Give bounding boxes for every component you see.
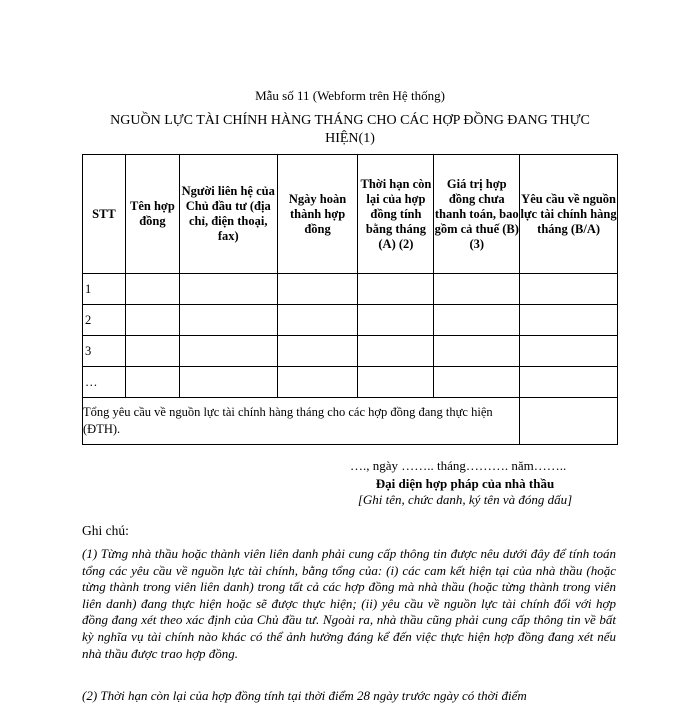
date-line: …., ngày …….. tháng………. năm…….. [350, 458, 567, 473]
table-cell [125, 274, 179, 305]
table-row [83, 274, 618, 305]
table-cell [125, 336, 179, 367]
table-cell [358, 274, 434, 305]
row-number: 3 [83, 336, 126, 367]
table-cell [179, 367, 277, 398]
table-cell [434, 336, 520, 367]
row-number: … [83, 367, 126, 398]
table-cell [179, 274, 277, 305]
note-2: (2) Thời hạn còn lại của hợp đồng tính tại thời điểm 28 ngày trước ngày có thời điểm [82, 688, 527, 703]
table-cell [520, 336, 618, 367]
signature-instruction: [Ghi tên, chức danh, ký tên và đóng dấu] [357, 492, 573, 507]
column-header-contract-name: Tên hợp đồng [125, 155, 179, 274]
column-header-unpaid-value: Giá trị hợp đồng chưa thanh toán, bao gồm cả thuế (B)(3) [434, 155, 520, 274]
page-title: NGUỒN LỰC TÀI CHÍNH HÀNG THÁNG CHO CÁC HỢP ĐỒNG ĐANG THỰC HIỆN(1) [110, 113, 590, 146]
table-cell [358, 367, 434, 398]
table-cell [520, 367, 618, 398]
column-header-stt: STT [83, 155, 126, 274]
table-cell [125, 367, 179, 398]
table-cell [179, 336, 277, 367]
table-cell [520, 305, 618, 336]
representative-title: Đại diện hợp pháp của nhà thầu [375, 476, 555, 491]
table-cell [277, 305, 358, 336]
table-cell [179, 305, 277, 336]
notes-label: Ghi chú: [82, 523, 129, 538]
form-number: Mẫu số 11 (Webform trên Hệ thống) [255, 88, 445, 103]
table-cell [277, 367, 358, 398]
note-1: (1) Từng nhà thầu hoặc thành viên liên danh phải cung cấp thông tin được nêu dưới đây để tính toán tổng các yêu cầu về nguồn lực tài chính, bằng tổng của: (i) các cam kết hiện tại của nhà thầu (hoặc từng thành trong viên liên danh) trong tất cả các hợp đồng mà nhà thầu (hoặc từng thành trong viên liên danh) đang thực hiện hoặc sẽ được thực hiện; (ii) yêu cầu về nguồn lực tài chính đối với hợp đồng đang xét theo xác định của Chủ đầu tư. Ngoài ra, nhà thầu cũng phải cung cấp thông tin về bất kỳ nghĩa vụ tài chính nào khác có thể ảnh hưởng đáng kể đến việc thực hiện hợp đồng đang xét nếu nhà thầu được trao hợp đồng. [82, 546, 616, 661]
table-cell [125, 305, 179, 336]
column-header-investor-contact: Người liên hệ của Chủ đầu tư (địa chỉ, điện thoại, fax) [179, 155, 277, 274]
total-row [83, 398, 618, 445]
table-cell [434, 367, 520, 398]
table-header-row [83, 155, 618, 274]
table-cell [277, 336, 358, 367]
row-number: 2 [83, 305, 126, 336]
resource-table [82, 154, 618, 445]
column-header-remaining-months: Thời hạn còn lại của hợp đồng tính bằng tháng (A) (2) [358, 155, 434, 274]
table-cell [277, 274, 358, 305]
table-cell [434, 305, 520, 336]
table-cell [358, 305, 434, 336]
table-row [83, 305, 618, 336]
table-row [83, 336, 618, 367]
table-cell [358, 336, 434, 367]
total-label: Tổng yêu cầu về nguồn lực tài chính hàng tháng cho các hợp đồng đang thực hiện (ĐTH). [83, 398, 520, 445]
table-cell [520, 274, 618, 305]
column-header-completion-date: Ngày hoàn thành hợp đồng [277, 155, 358, 274]
row-number: 1 [83, 274, 126, 305]
table-row [83, 367, 618, 398]
total-value-cell [520, 398, 618, 445]
column-header-monthly-requirement: Yêu cầu về nguồn lực tài chính hàng tháng (B/A) [520, 155, 618, 274]
table-cell [434, 274, 520, 305]
